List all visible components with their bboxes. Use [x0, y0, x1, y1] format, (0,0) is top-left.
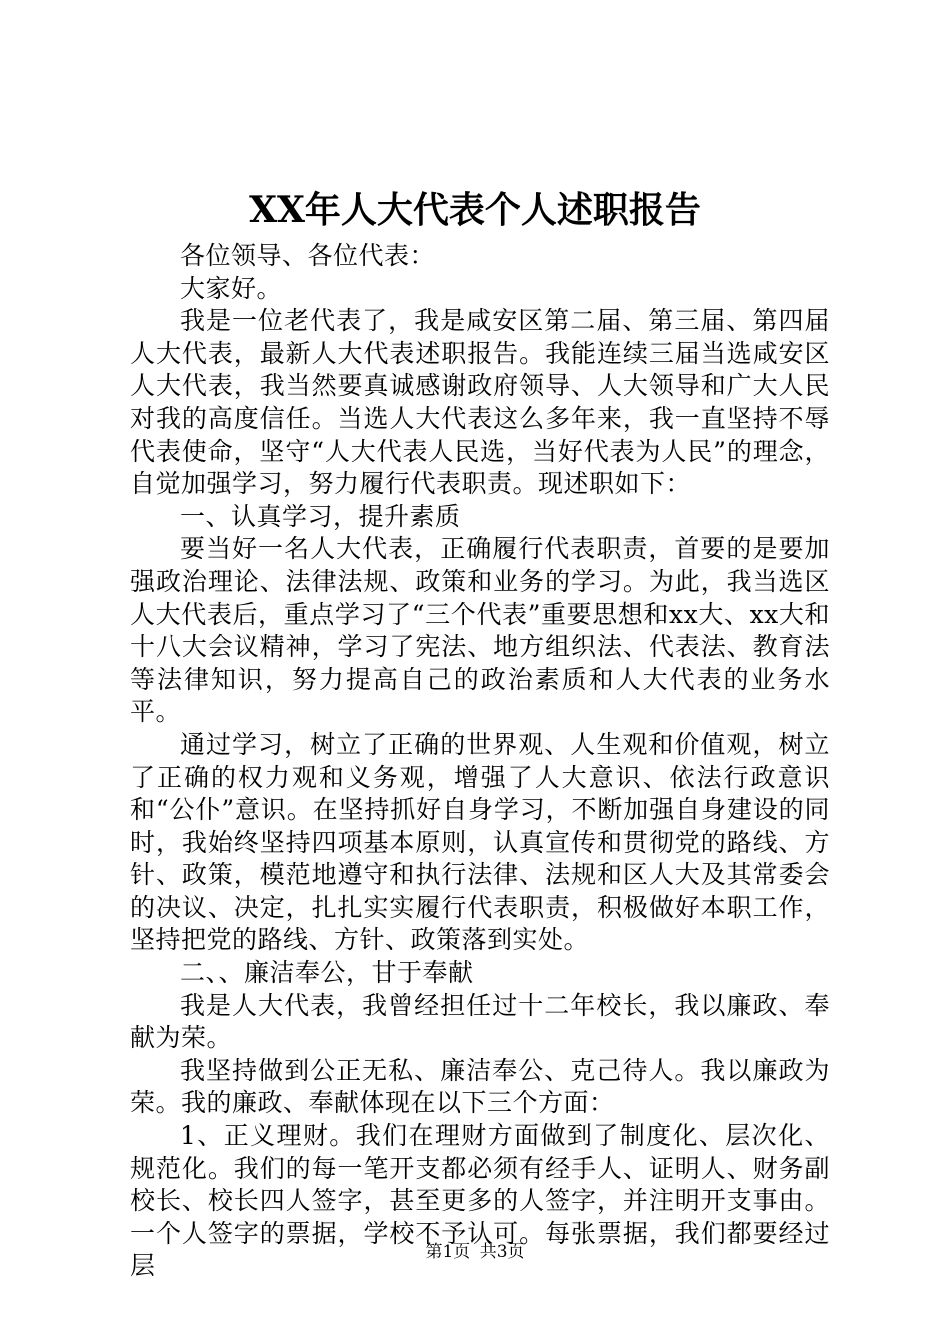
document-body [130, 240, 830, 1283]
page-number: 第1页 [425, 1242, 471, 1262]
paragraph-salutation: 各位领导、各位代表： [180, 241, 436, 270]
page-footer [0, 1240, 950, 1264]
page-total: 共3页 [479, 1242, 525, 1262]
paragraph-study-result: 通过学习，树立了正确的世界观、人生观和价值观，树立了正确的权力观和义务观，增强了人大意识、依法行政意识和“公仆”意识。在坚持抓好自身学习，不断加强自身建设的同时，我始终坚持四项基本原则，认真宣传和贯彻党的路线、方针、政策，模范地遵守和执行法律、法规和区人大及其常委会的决议、决定，扎扎实实履行代表职责，积极做好本职工作，坚持把党的路线、方针、政策落到实处。 [130, 729, 830, 955]
paragraph-intro: 我是一位老代表了，我是咸安区第二届、第三届、第四届人大代表，最新人大代表述职报告。我能连续三届当选咸安区人大代表，我当然要真诚感谢政府领导、人大领导和广大人民对我的高度信任。当选人大代表这么多年来，我一直坚持不辱代表使命，坚守“人大代表人民选，当好代表为人民”的理念，自觉加强学习，努力履行代表职责。现述职如下： [130, 306, 830, 499]
paragraph-principal: 我是人大代表，我曾经担任过十二年校长，我以廉政、奉献为荣。 [130, 990, 830, 1053]
paragraph-finance: 1、正义理财。我们在理财方面做到了制度化、层次化、规范化。我们的每一笔开支都必须有经手人、证明人、财务副校长、校长四人签字，甚至更多的人签字，并注明开支事由。一个人签字的票据，学校不予认可。每张票据，我们都要经过层 [130, 1121, 830, 1281]
paragraph-study: 要当好一名人大代表，正确履行代表职责，首要的是要加强政治理论、法律法规、政策和业务的学习。为此，我当选区人大代表后，重点学习了“三个代表”重要思想和xx大、xx大和十八大会议精神，学习了宪法、地方组织法、代表法、教育法等法律知识，努力提高自己的政治素质和人大代表的业务水平。 [130, 534, 830, 727]
section-heading-2: 二、、廉洁奉公，甘于奉献 [180, 958, 474, 988]
paragraph-integrity: 我坚持做到公正无私、廉洁奉公、克己待人。我以廉政为荣。我的廉政、奉献体现在以下三个方面： [130, 1055, 830, 1118]
document-title: XX年人大代表个人述职报告 [249, 189, 701, 231]
paragraph-greeting: 大家好。 [180, 273, 283, 303]
section-heading-1: 一、认真学习，提升素质 [180, 501, 461, 531]
